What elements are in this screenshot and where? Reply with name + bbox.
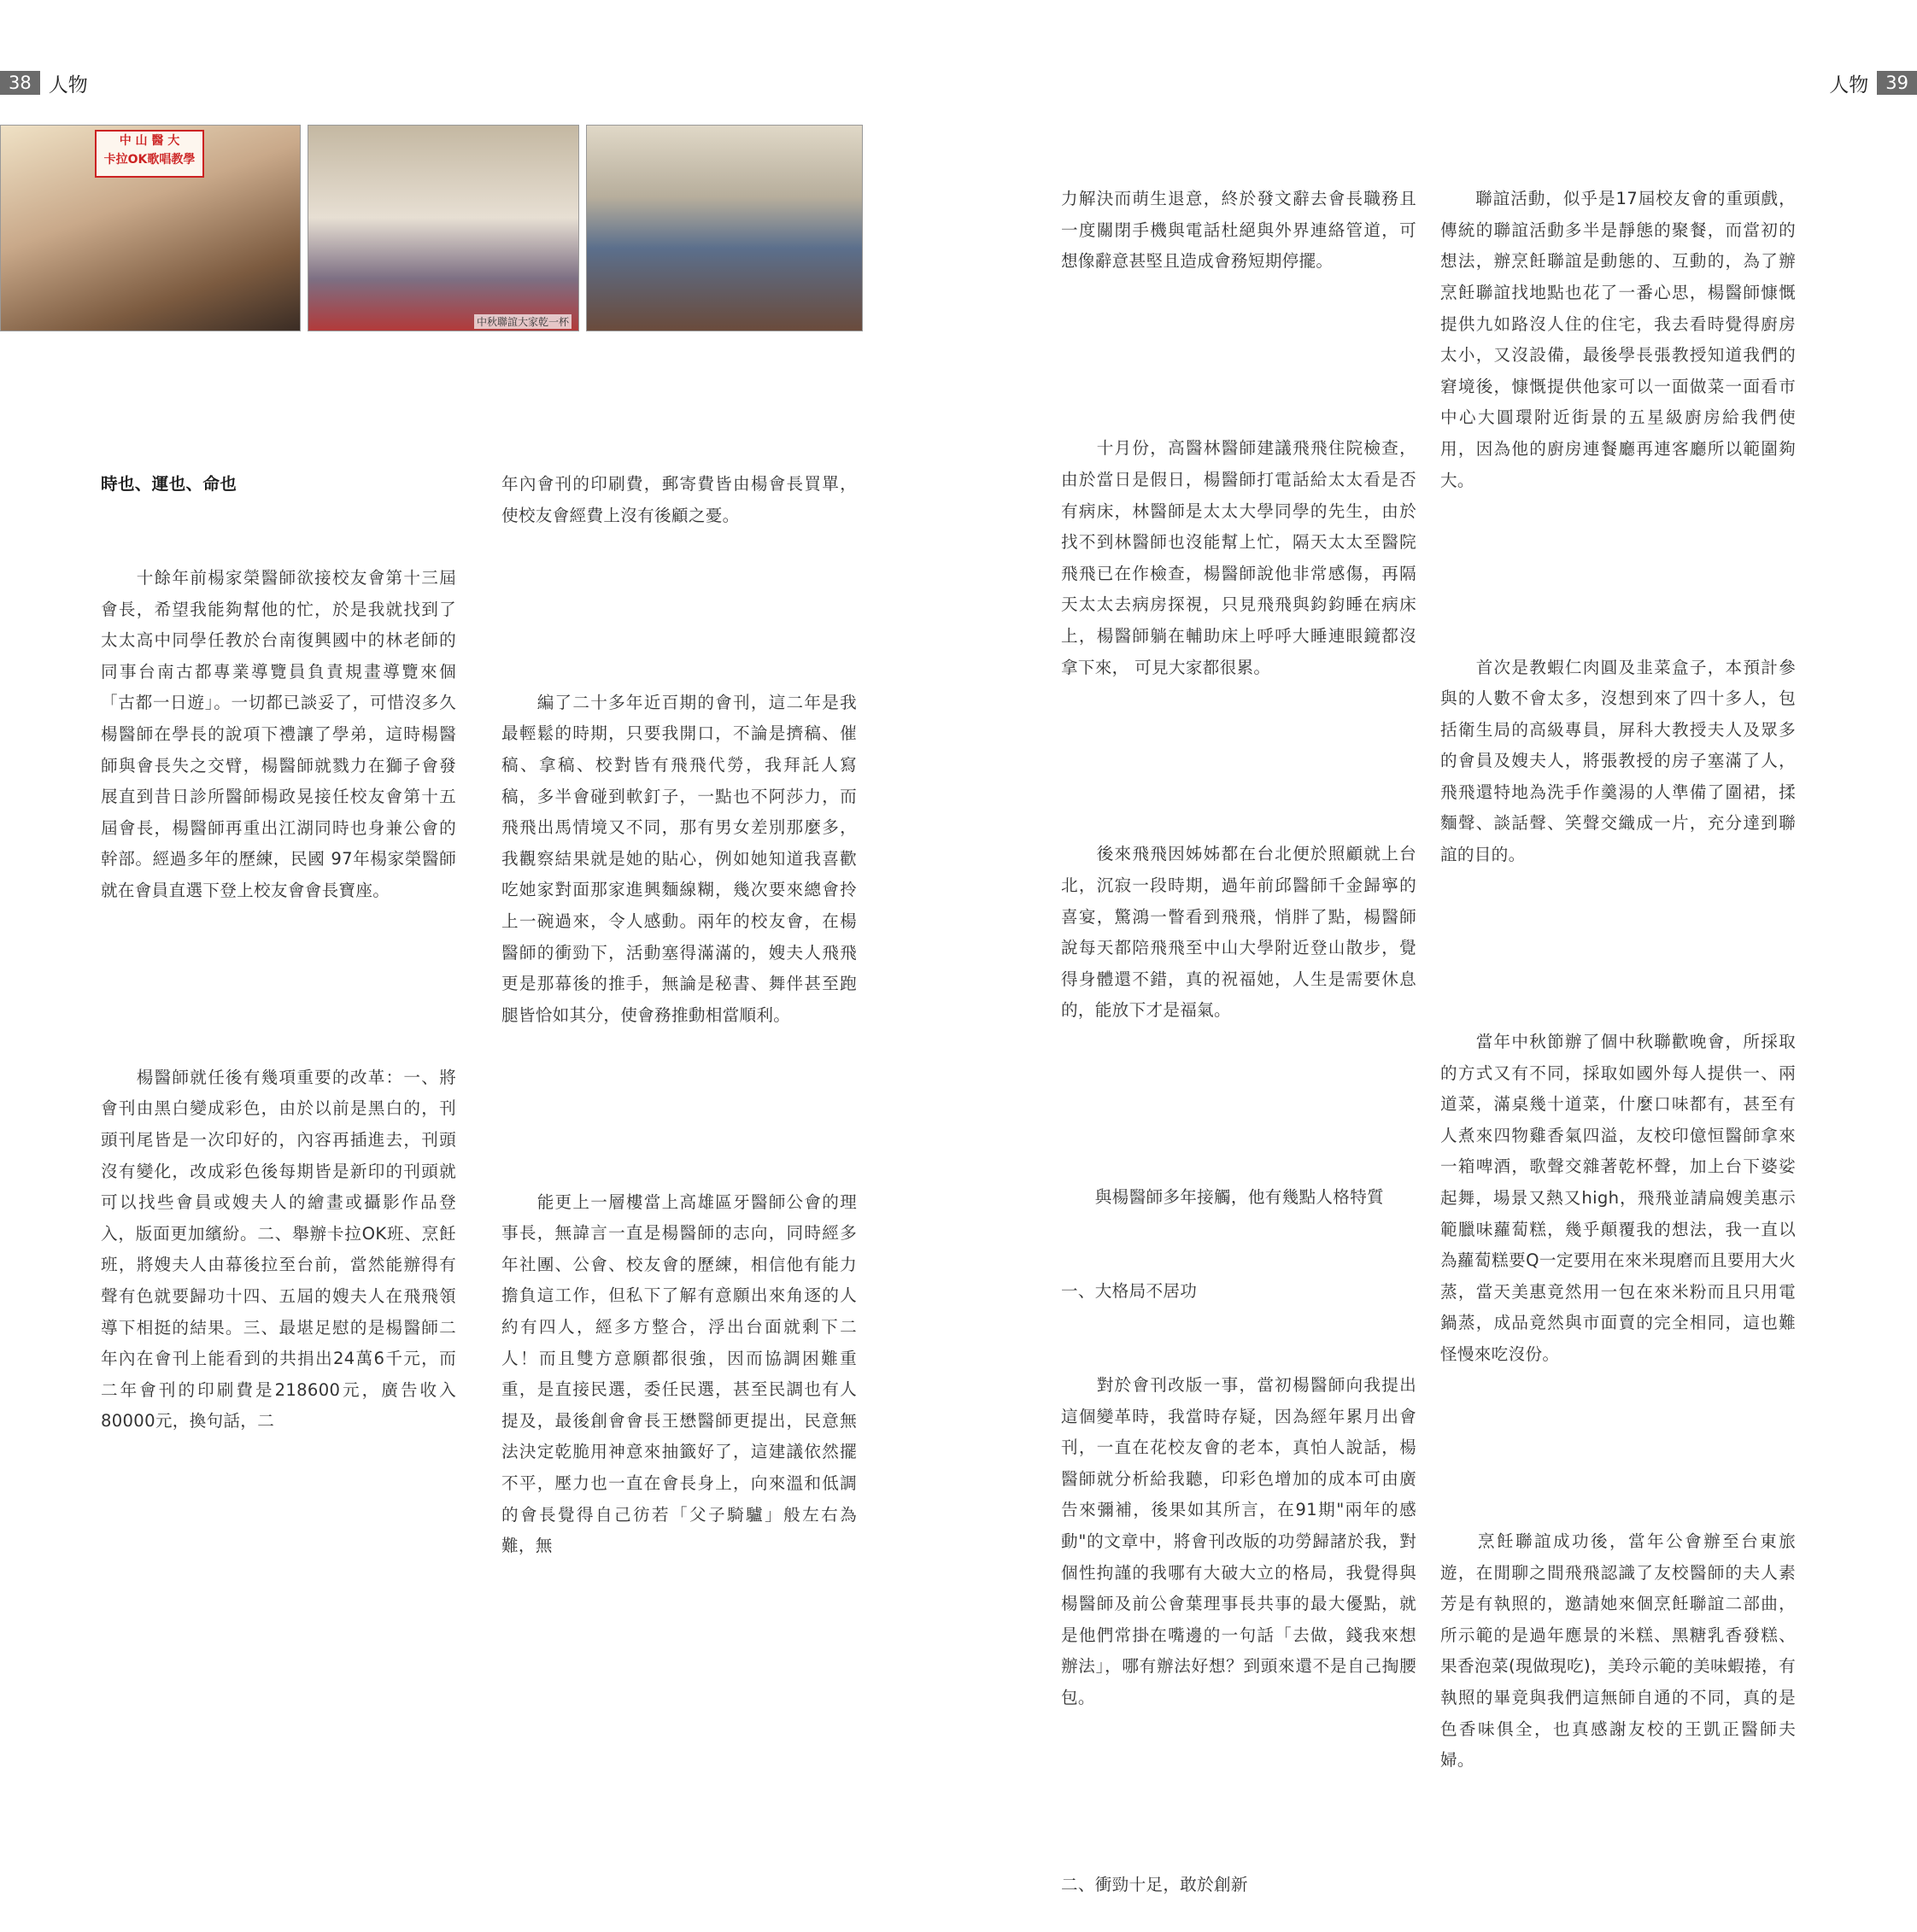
right-section-title: 人物	[1829, 73, 1869, 97]
paragraph: 烹飪聯誼成功後，當年公會辦至台東旅遊，在閒聊之間飛飛認識了友校醫師的夫人素芳是有執照的，邀請她來個烹飪聯誼二部曲，所示範的是過年應景的米糕、黑糖乳香發糕、果香泡菜(現做現吃)，美玲示範的美味蝦捲，有執照的畢竟與我們這無師自通的不同，真的是色香味俱全，也真感謝友校的王凱正醫師夫婦。	[1440, 1531, 1796, 1771]
paragraph: 十月份，高醫林醫師建議飛飛住院檢查，由於當日是假日，楊醫師打電話給太太看是否有病床，林醫師是太太大學同學的先生，由於找不到林醫師也沒能幫上忙，隔天太太至醫院飛飛已在作檢查，楊醫師說他非常感傷，再隔天太太去病房探視，只見飛飛與鈞鈞睡在病床上，楊醫師躺在輔助床上呼呼大睡連眼鏡都沒拿下來， 可見大家都很累。	[1061, 438, 1416, 677]
paragraph: 後來飛飛因姊姊都在台北便於照顧就上台北，沉寂一段時期，過年前邱醫師千金歸寧的喜宴，驚鴻一瞥看到飛飛，悄胖了點，楊醫師說每天都陪飛飛至中山大學附近登山散步，覺得身體還不錯，真的祝福她，人生是需要休息的，能放下才是福氣。	[1061, 844, 1416, 1021]
paragraph: 能更上一層樓當上高雄區牙醫師公會的理事長，無諱言一直是楊醫師的志向，同時經多年社團、公會、校友會的歷練，相信他有能力擔負這工作，但私下了解有意願出來角逐的人約有四人，經多方整合，浮出台面就剩下二人！而且雙方意願都很強，因而協調困難重重，是直接民選，委任民選，甚至民調也有人提及，最後創會會長王懋醫師更提出，民意無法決定乾脆用神意來抽籤好了，這建議依然擺不平，壓力也一直在會長身上，向來溫和低調的會長覺得自己彷若「父子騎驢」般左右為難，無	[501, 1191, 857, 1556]
photo-strip	[0, 125, 863, 330]
left-section-title: 人物	[48, 73, 88, 97]
paragraph: 楊醫師就任後有幾項重要的改革：一、將會刊由黑白變成彩色，由於以前是黑白的，刊頭刊尾皆是一次印好的，內容再插進去，刊頭沒有變化，改成彩色後每期皆是新印的刊頭就可以找些會員或嫂夫人的繪畫或攝影作品登入，版面更加繽紛。二、舉辦卡拉OK班、烹飪班，將嫂夫人由幕後拉至台前，當然能辦得有聲有色就要歸功十四、五屆的嫂夫人在飛飛領導下相挺的結果。三、最堪足慰的是楊醫師二年內在會刊上能看到的共捐出24萬6千元，而二年會刊的印刷費是218600元，廣告收入80000元，換句話，二	[101, 1067, 456, 1431]
paragraph: 首次是教蝦仁肉圓及韭菜盒子，本預計參與的人數不會太多，沒想到來了四十多人，包括衛生局的高級專員，屏科大教授夫人及眾多的會員及嫂夫人，將張教授的房子塞滿了人，飛飛還特地為洗手作羹湯的人準備了圍裙，揉麵聲、談話聲、笑聲交織成一片，充分達到聯誼的目的。	[1440, 657, 1796, 865]
mid-autumn-toast-photo	[308, 125, 579, 331]
paragraph: 年內會刊的印刷費，郵寄費皆由楊會長買單，使校友會經費上沒有後顧之憂。	[501, 474, 857, 525]
article-heading: 時也、運也、命也	[101, 474, 237, 495]
article-column-1	[101, 407, 456, 1469]
paragraph: 當年中秋節辦了個中秋聯歡晚會，所採取的方式又有不同，採取如國外每人提供一、兩道菜，滿桌幾十道菜，什麼口味都有，甚至有人煮來四物雞香氣四溢，友校印億恒醫師拿來一箱啤酒，歌聲交雜著乾杯聲，加上台下婆娑起舞，場景又熱又high，飛飛並請扁嫂美惠示範臘味蘿蔔糕，幾乎顛覆我的想法，我一直以為蘿蔔糕要Q一定要用在來米現磨而且要用大火蒸，當天美惠竟然用一包在來米粉而且只用電鍋蒸，成品竟然與市面賣的完全相同，這也難怪慢來吃沒份。	[1440, 1032, 1796, 1364]
paragraph: 聯誼活動，似乎是17屆校友會的重頭戲，傳統的聯誼活動多半是靜態的聚餐，而當初的想法，辦烹飪聯誼是動態的、互動的，為了辦烹飪聯誼找地點也花了一番心思，楊醫師慷慨提供九如路沒人住的住宅，我去看時覺得廚房太小，又沒設備，最後學長張教授知道我們的窘境後，慷慨提供他家可以一面做菜一面看市中心大圓環附近街景的五星級廚房給我們使用，因為他的廚房連餐廳再連客廳所以範圍夠大。	[1440, 189, 1796, 490]
photo-caption: 中秋聯誼大家乾一杯	[474, 314, 572, 329]
paragraph: 與楊醫師多年接觸，他有幾點人格特質	[1061, 1187, 1384, 1208]
right-page-header	[1820, 68, 1917, 97]
paragraph: 力解決而萌生退意，終於發文辭去會長職務且一度關閉手機與電話杜絕與外界連絡管道，可想像辭意甚堅且造成會務短期停擺。	[1061, 189, 1416, 272]
paragraph: 編了二十多年近百期的會刊，這二年是我最輕鬆的時期，只要我開口，不論是擠稿、催稿、拿稿、校對皆有飛飛代勞，我拜託人寫稿，多半會碰到軟釘子，一點也不阿莎力，而飛飛出馬情境又不同，那有男女差別那麼多，我觀察結果就是她的貼心，例如她知道我喜歡吃她家對面那家進興麵線糊，幾次要來總會拎上一碗過來，令人感動。兩年的校友會，在楊醫師的衝勁下，活動塞得滿滿的，嫂夫人飛飛更是那幕後的推手，無論是秘書、舞伴甚至跑腿皆恰如其分，使會務推動相當順利。	[501, 692, 857, 1025]
left-page-header	[0, 68, 97, 97]
paragraph: 對於會刊改版一事，當初楊醫師向我提出這個變革時，我當時存疑，因為經年累月出會刊，一直在花校友會的老本，真怕人說話，楊醫師就分析給我聽，印彩色增加的成本可由廣告來彌補，後果如其所言，在91期"兩年的感動"的文章中，將會刊改版的功勞歸諸於我，對個性拘謹的我哪有大破大立的格局，我覺得與楊醫師及前公會葉理事長共事的最大優點，就是他們常掛在嘴邊的一句話「去做，錢我來想辦法」，哪有辦法好想？到頭來還不是自己掏腰包。	[1061, 1374, 1416, 1707]
left-page-number: 38	[0, 71, 40, 95]
subheading: 二、衝勁十足，敢於創新	[1061, 1874, 1248, 1894]
article-column-2	[501, 407, 857, 1593]
article-column-4	[1440, 121, 1796, 1807]
paragraph: 十餘年前楊家榮醫師欲接校友會第十三屆會長，希望我能夠幫他的忙，於是我就找到了太太高中同學任教於台南復興國中的林老師的同事台南古都專業導覽員負責規畫導覽來個「古都一日遊」。一切都已談妥了，可惜沒多久楊醫師在學長的說項下禮讓了學弟，這時楊醫師與會長失之交臂，楊醫師就戮力在獅子會發展直到昔日診所醫師楊政晃接任校友會第十五屆會長，楊醫師再重出江湖同時也身兼公會的幹部。經過多年的歷練，民國 97年楊家榮醫師就在會員直選下登上校友會會長寶座。	[101, 567, 456, 900]
karaoke-class-photo	[0, 125, 301, 331]
subheading: 一、大格局不居功	[1061, 1281, 1198, 1302]
karaoke-banner: 中 山 醫 大 卡拉OK歌唱教學	[95, 130, 204, 178]
right-page-number: 39	[1877, 71, 1917, 95]
cooking-class-group-photo	[586, 125, 863, 331]
article-column-3	[1061, 121, 1416, 1932]
